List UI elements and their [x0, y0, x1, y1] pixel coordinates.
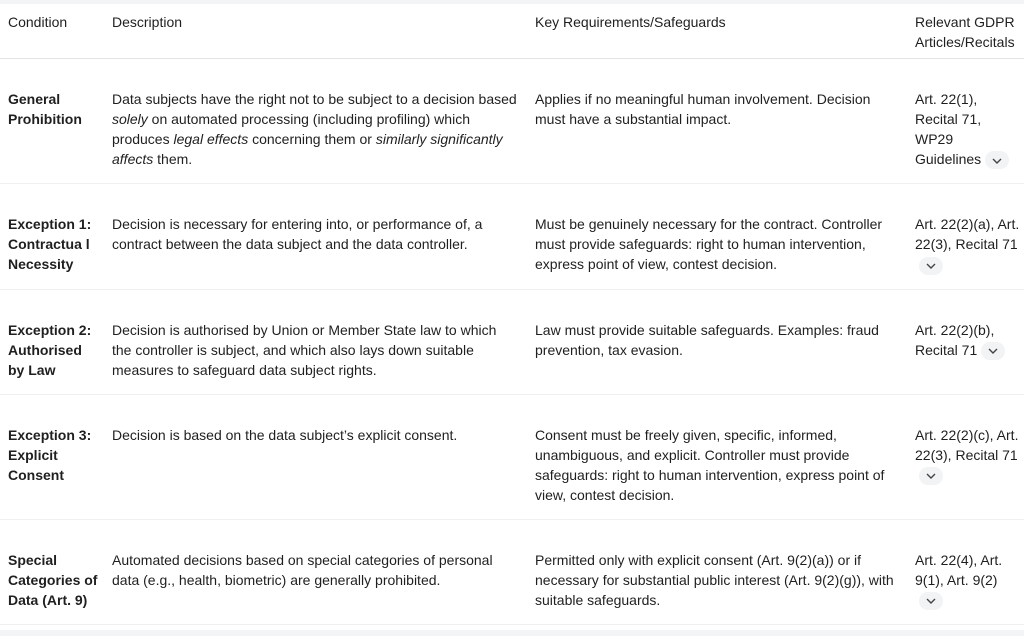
requirements-cell: Permitted only with explicit consent (Art. 9(2)(a)) or if necessary for substantial public interest (Art. 9(2)(g)), with suitable safeguards.	[535, 551, 894, 608]
description-cell	[104, 59, 527, 184]
header-description: Description	[112, 14, 183, 30]
gdpr-table	[0, 4, 1024, 625]
description-cell: Decision is authorised by Union or Member State law to which the controller is subject, and which also lays down suitable measures to safeguard data subject rights.	[112, 321, 497, 378]
chevron-down-icon[interactable]	[919, 592, 943, 610]
chevron-down-icon[interactable]	[919, 467, 943, 485]
description-emphasis: solely	[112, 111, 148, 127]
description-cell: Automated decisions based on special categories of personal data (e.g., health, biometric) are generally prohibited.	[112, 551, 493, 588]
articles-cell	[907, 289, 1024, 394]
chevron-down-icon[interactable]	[981, 342, 1005, 360]
header-row	[0, 4, 1024, 59]
header-condition: Condition	[8, 14, 68, 30]
articles-text: Art. 22(4), Art. 9(1), Art. 9(2)	[915, 551, 1003, 588]
articles-text: Art. 22(1), Recital 71, WP29 Guidelines	[915, 91, 982, 167]
articles-cell	[907, 394, 1024, 519]
articles-text: Art. 22(2)(a), Art. 22(3), Recital 71	[915, 216, 1020, 253]
header-articles: Relevant GDPR Articles/Recitals	[915, 14, 1015, 50]
description-text: Data subjects have the right not to be subject to a decision based	[112, 91, 517, 107]
table-row	[0, 59, 1024, 184]
description-text: on automated processing (including profiling) which produces	[112, 111, 470, 147]
description-text: them.	[153, 151, 193, 167]
requirements-cell: Applies if no meaningful human involvement. Decision must have a substantial impact.	[535, 91, 871, 127]
chevron-down-icon[interactable]	[985, 151, 1009, 169]
condition-cell: Exception 1: Contractua l Necessity	[8, 216, 92, 273]
table-container	[0, 4, 1024, 630]
articles-cell	[907, 59, 1024, 184]
description-text: concerning them or	[248, 131, 376, 147]
articles-cell	[907, 184, 1024, 289]
condition-cell: General Prohibition	[8, 91, 82, 127]
condition-cell: Special Categories of Data (Art. 9)	[8, 551, 98, 608]
condition-cell: Exception 2: Authorised by Law	[8, 321, 92, 378]
requirements-cell: Must be genuinely necessary for the contract. Controller must provide safeguards: right to human intervention, express point of view, contest decision.	[535, 216, 883, 273]
condition-cell: Exception 3: Explicit Consent	[8, 426, 92, 483]
description-cell: Decision is based on the data subject’s explicit consent.	[112, 426, 458, 443]
table-row	[0, 184, 1024, 289]
table-row	[0, 519, 1024, 624]
table-row	[0, 289, 1024, 394]
chevron-down-icon[interactable]	[919, 257, 943, 275]
header-requirements: Key Requirements/Safeguards	[535, 14, 726, 30]
description-emphasis: legal effects	[173, 131, 249, 147]
table-row	[0, 394, 1024, 519]
requirements-cell: Law must provide suitable safeguards. Examples: fraud prevention, tax evasion.	[535, 321, 879, 358]
articles-text: Art. 22(2)(b), Recital 71	[915, 321, 995, 358]
articles-cell	[907, 519, 1024, 624]
description-cell: Decision is necessary for entering into, or performance of, a contract between the data subject and the data controller.	[112, 216, 483, 253]
description-emphasis: similarly significantly affects	[112, 131, 503, 167]
articles-text: Art. 22(2)(c), Art. 22(3), Recital 71	[915, 426, 1019, 463]
requirements-cell: Consent must be freely given, specific, informed, unambiguous, and explicit. Controller must provide safeguards: right to human intervention, express point of view, contest decision.	[535, 426, 885, 503]
